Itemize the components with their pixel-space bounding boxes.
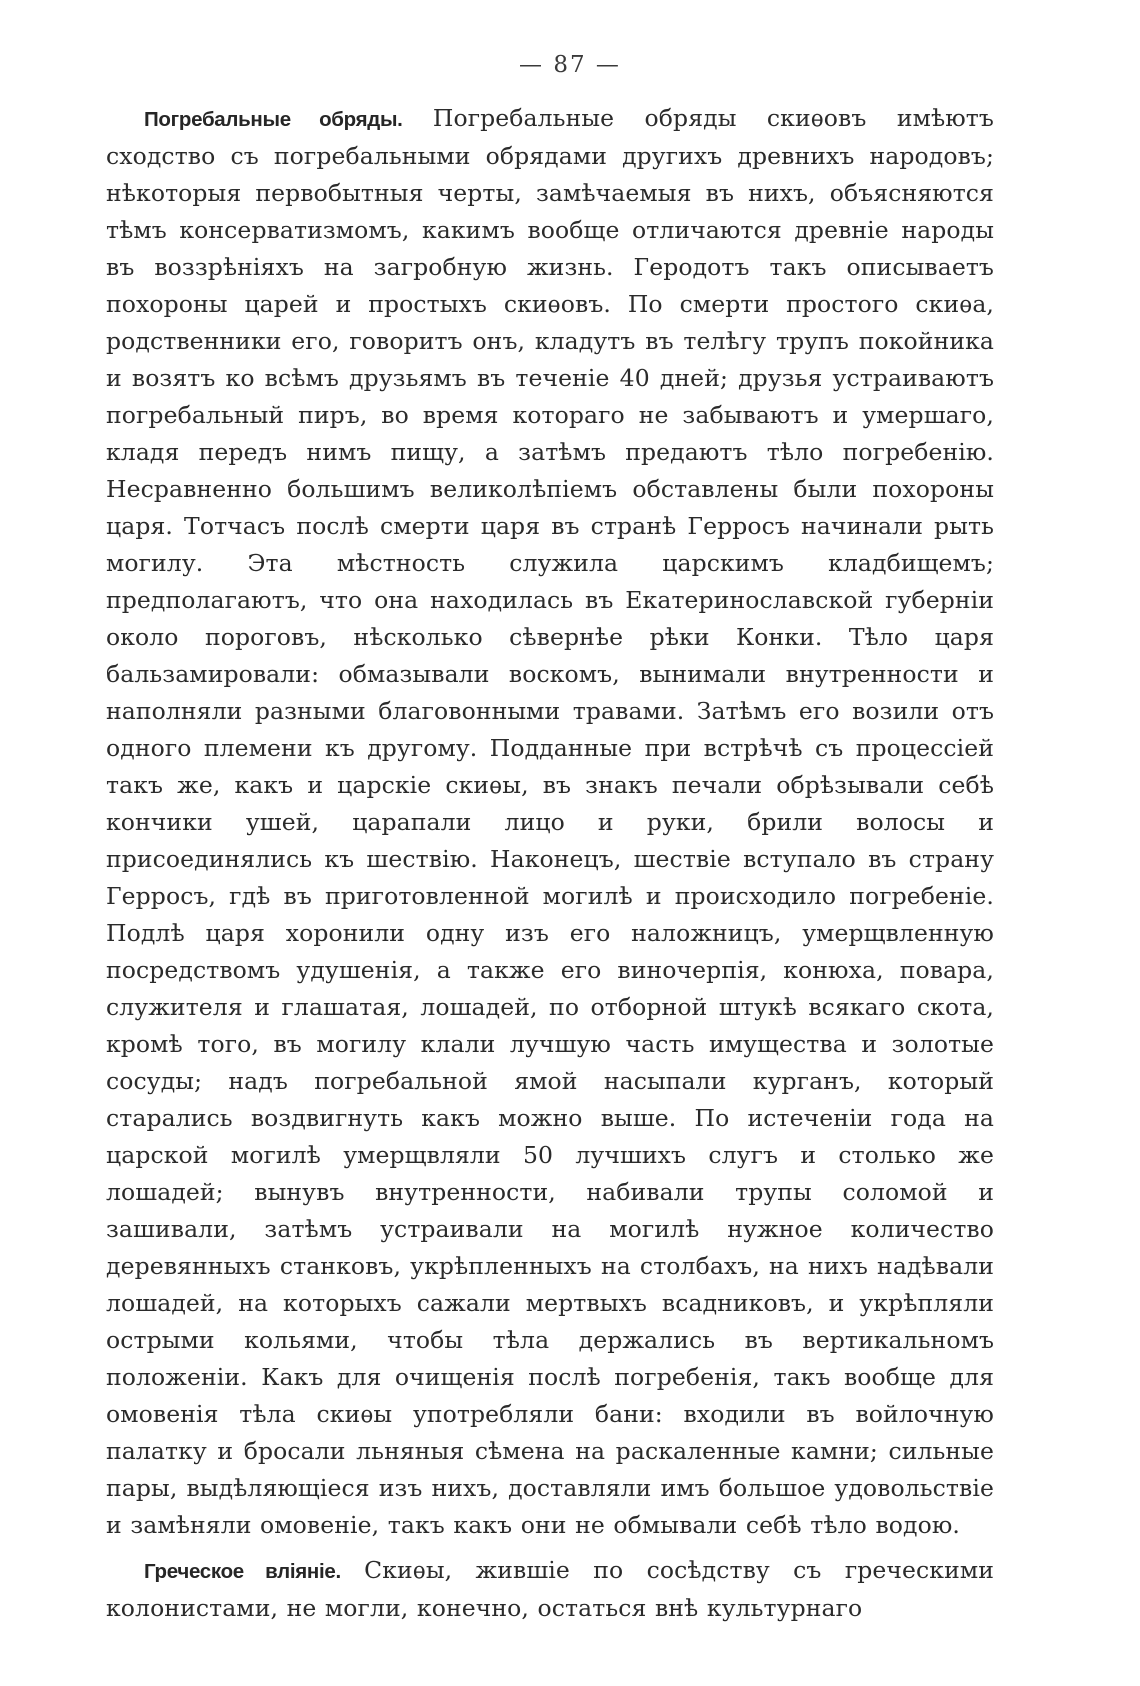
paragraph-greek-influence	[106, 1552, 994, 1627]
section-heading-burial-rites: Погребальные обряды.	[144, 108, 403, 131]
paragraph-text-burial-rites: Погребальные обряды скиѳовъ имѣютъ сходство съ погребальными обрядами другихъ древнихъ народовъ; нѣкоторыя первобытныя черты, замѣчаемыя въ нихъ, объясняются тѣмъ консерватизмомъ, какимъ вообще отличаются древніе народы въ воззрѣніяхъ на загробную жизнь. Геродотъ такъ описываетъ похороны царей и простыхъ скиѳовъ. По смерти простого скиѳа, родственники его, говоритъ онъ, кладутъ въ телѣгу трупъ покойника и возятъ ко всѣмъ друзьямъ въ теченіе 40 дней; друзья устраиваютъ погребальный пиръ, во время котораго не забываютъ и умершаго, кладя передъ нимъ пищу, а затѣмъ предаютъ тѣло погребенію. Несравненно большимъ великолѣпіемъ обставлены были похороны царя. Тотчасъ послѣ смерти царя въ странѣ Герросъ начинали рыть могилу. Эта мѣстность служила царскимъ кладбищемъ; предполагаютъ, что она находилась въ Екатеринославской губерніи около пороговъ, нѣсколько сѣвернѣе рѣки Конки. Тѣло царя бальзамировали: обмазывали воскомъ, вынимали внутренности и наполняли разными благовонными травами. Затѣмъ его возили отъ одного племени къ другому. Подданные при встрѣчѣ съ процессіей такъ же, какъ и царскіе скиѳы, въ знакъ печали обрѣзывали себѣ кончики ушей, царапали лицо и руки, брили волосы и присоединялись къ шествію. Наконецъ, шествіе вступало въ страну Герросъ, гдѣ въ приготовленной могилѣ и происходило погребеніе. Подлѣ царя хоронили одну изъ его наложницъ, умерщвленную посредствомъ удушенія, а также его виночерпія, конюха, повара, служителя и глашатая, лошадей, по отборной штукѣ всякаго скота, кромѣ того, въ могилу клали лучшую часть имущества и золотые сосуды; надъ погребальной ямой насыпали курганъ, который старались воздвигнуть какъ можно выше. По истеченіи года на царской могилѣ умерщвляли 50 лучшихъ слугъ и столько же лошадей; вынувъ внутренности, набивали трупы соломой и зашивали, затѣмъ устраивали на могилѣ нужное количество деревянныхъ станковъ, укрѣпленныхъ на столбахъ, на нихъ надѣвали лошадей, на которыхъ сажали мертвыхъ всадниковъ, и укрѣпляли острыми кольями, чтобы тѣла держались въ вертикальномъ положеніи. Какъ для очищенія послѣ погребенія, такъ вообще для омовенія тѣла скиѳы употребляли бани: входили въ войлочную палатку и бросали льняныя сѣмена на раскаленные камни; сильные пары, выдѣляющіеся изъ нихъ, доставляли имъ большое удовольствіе и замѣняли омовеніе, такъ какъ они не обмывали себѣ тѣло водою.	[106, 104, 994, 1539]
body-text-column	[106, 100, 994, 1627]
paragraph-burial-rites	[106, 100, 994, 1544]
paragraph-text-greek-influence: Скиѳы, жившіе по сосѣдству съ греческими колонистами, не могли, конечно, остаться внѣ культурнаго	[106, 1556, 994, 1622]
section-heading-greek-influence: Греческое вліяніе.	[144, 1560, 341, 1583]
page-number: — 87 —	[519, 52, 621, 78]
